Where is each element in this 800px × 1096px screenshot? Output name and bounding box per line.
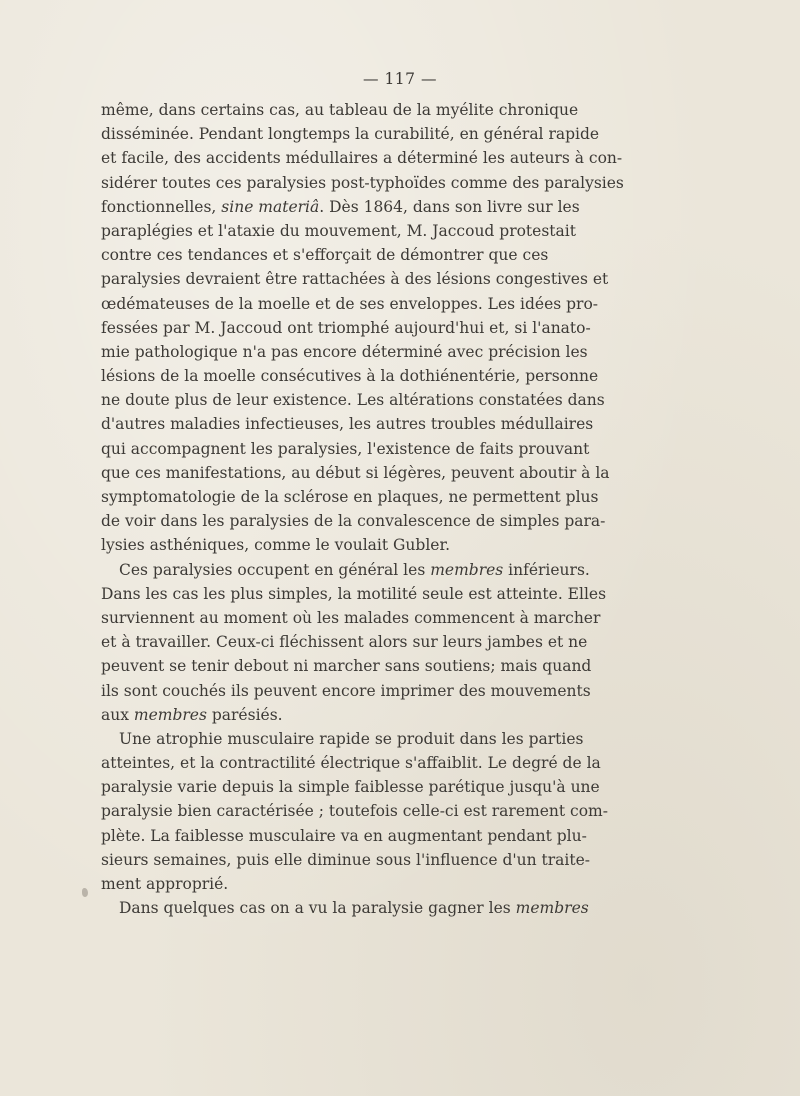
text-line: ils sont couchés ils peuvent encore imprimer des mouvements [101, 681, 591, 700]
text-line: œdémateuses de la moelle et de ses enveloppes. Les idées pro- [101, 294, 599, 313]
text-line: Une atrophie musculaire rapide se produit dans les parties [119, 729, 584, 748]
text-line: ment approprié. [101, 875, 229, 893]
text-line: et facile, des accidents médullaires a déterminé les auteurs à con- [101, 149, 623, 168]
body-text [101, 98, 624, 920]
text-line: et à travailler. Ceux-ci fléchissent alors sur leurs jambes et ne [101, 633, 588, 652]
text-line: paralysies devraient être rattachées à des lésions congestives et [101, 270, 609, 289]
text-line: plète. La faiblesse musculaire va en augmentant pendant plu- [101, 826, 587, 845]
text-line: lysies asthéniques, comme le voulait Gubler. [101, 536, 451, 555]
text-line: fessées par M. Jaccoud ont triomphé aujourd'hui et, si l'anato- [101, 318, 591, 337]
text-line: surviennent au moment où les malades commencent à marcher [101, 608, 601, 627]
text-line: que ces manifestations, au début si légères, peuvent aboutir à la [101, 463, 610, 482]
text-line: lésions de la moelle consécutives à la dothiénentérie, personne [101, 367, 599, 386]
text-line: sieurs semaines, puis elle diminue sous l'influence d'un traite- [101, 850, 590, 869]
text-line: peuvent se tenir debout ni marcher sans soutiens; mais quand [101, 657, 592, 676]
text-line: Dans quelques cas on a vu la paralysie gagner les membres [119, 899, 589, 918]
text-line: Ces paralysies occupent en général les membres inférieurs. [119, 560, 590, 579]
text-line: paralysie varie depuis la simple faiblesse parétique jusqu'à une [101, 778, 600, 797]
text-line: fonctionnelles, sine materiâ. Dès 1864, dans son livre sur les [101, 197, 580, 216]
text-line: paralysie bien caractérisée ; toutefois celle-ci est rarement com- [101, 802, 608, 821]
text-line: sidérer toutes ces paralysies post-typhoïdes comme des paralysies [101, 173, 624, 192]
text-line: atteintes, et la contractilité électrique s'affaiblit. Le degré de la [101, 754, 601, 773]
text-line: contre ces tendances et s'efforçait de démontrer que ces [101, 246, 549, 265]
text-line: symptomatologie de la sclérose en plaques, ne permettent plus [101, 488, 599, 506]
text-line: paraplégies et l'ataxie du mouvement, M. Jaccoud protestait [101, 221, 576, 240]
text-line: de voir dans les paralysies de la convalescence de simples para- [101, 512, 606, 531]
text-line: d'autres maladies infectieuses, les autres troubles médullaires [101, 415, 594, 434]
text-line: qui accompagnent les paralysies, l'existence de faits prouvant [101, 439, 590, 458]
paper-blemish [82, 888, 88, 897]
text-line: même, dans certains cas, au tableau de la myélite chronique [101, 101, 579, 119]
page-number: — 117 — [363, 70, 437, 88]
text-line: aux membres parésiés. [101, 705, 283, 724]
text-line: mie pathologique n'a pas encore déterminé avec précision les [101, 342, 588, 361]
text-line: Dans les cas les plus simples, la motilité seule est atteinte. Elles [101, 584, 607, 603]
text-line: disséminée. Pendant longtemps la curabilité, en général rapide [101, 125, 600, 144]
text-line: ne doute plus de leur existence. Les altérations constatées dans [101, 391, 605, 410]
